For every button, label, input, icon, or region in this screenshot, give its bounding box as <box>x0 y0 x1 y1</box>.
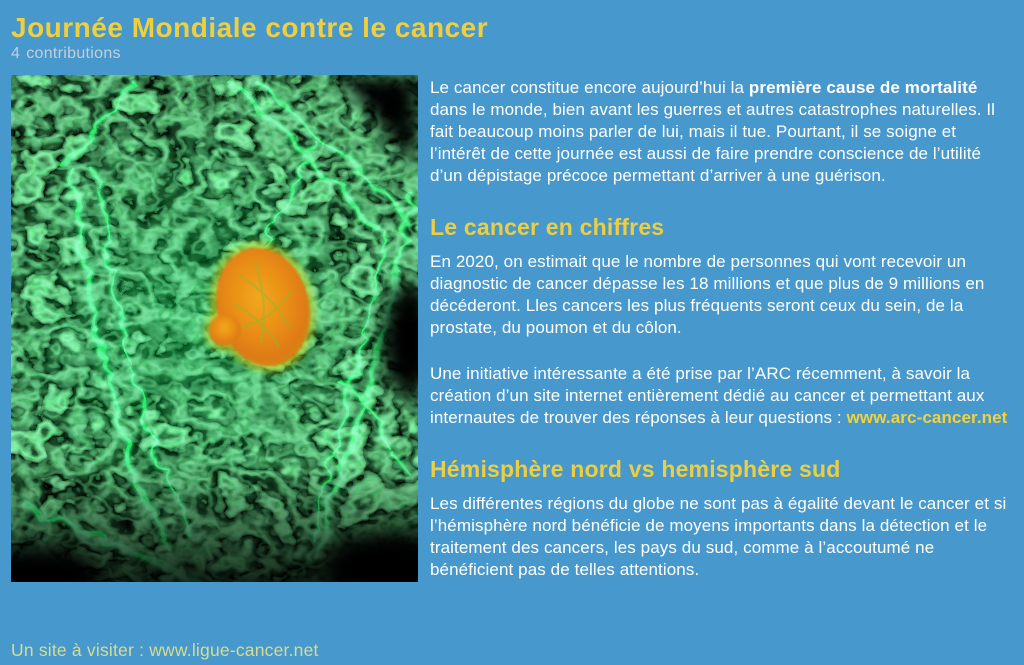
intro-paragraph <box>430 77 1012 187</box>
contributions-label: contributions <box>26 45 121 63</box>
intro-text-post: dans le monde, bien avant les guerres et autres catastrophes naturelles. Il fait beaucoup moins parler de lui, mais il tue. Pourtant, il se soigne et l’intérêt de cette journée est aussi de faire prendre conscience de l’utilité d’un dépistage précoce permettant d’arriver à une guérison. <box>430 100 996 185</box>
page-footer <box>11 640 319 661</box>
ligue-cancer-link[interactable]: www.ligue-cancer.net <box>149 640 319 660</box>
section-heading-hemispheres: Hémisphère nord vs hemisphère sud <box>430 456 841 482</box>
cell-micrograph-svg <box>11 75 418 582</box>
page-title: Journée Mondiale contre le cancer <box>11 12 489 43</box>
intro-bold-phrase: première cause de mortalité <box>748 78 978 97</box>
footer-label: Un site à visiter : <box>11 640 150 660</box>
contributions-count <box>11 45 1012 63</box>
main-content <box>11 75 1012 605</box>
section-paragraph-chiffres: En 2020, on estimait que le nombre de personnes qui vont recevoir un diagnostic de cancer dépasse les 18 millions et que plus de 9 millions en décéderont. Lles cancers les plus fréquents seront ceux du sein, de la prostate, du poumon et du côlon. <box>430 252 985 337</box>
section-heading-cancer-chiffres: Le cancer en chiffres <box>430 214 665 240</box>
intro-text-pre: Le cancer constitue encore aujourd’hui la <box>430 78 749 97</box>
bottom-shadow <box>11 460 418 582</box>
fluorescence-micrograph-cell-image <box>11 75 418 582</box>
section-paragraph-hemispheres: Les différentes régions du globe ne sont pas à égalité devant le cancer et si l’hémisphère nord bénéficie de moyens importants dans la détection et le traitement des cancers, les pays du sud, comme à l’accoutumé ne bénéficient pas de telles attentions. <box>430 494 1007 579</box>
arc-cancer-link[interactable]: www.arc-cancer.net <box>846 408 1008 427</box>
arc-text: Une initiative intéressante a été prise par l’ARC récemment, à savoir la création d’un site internet entièrement dédié au cancer et permettant aux internautes de trouver des réponses à leur questions : <box>430 364 985 427</box>
contributions-number: 4 <box>11 45 21 63</box>
page-header <box>11 12 1012 63</box>
article-text-column <box>430 75 1012 605</box>
arc-paragraph <box>430 363 1012 429</box>
